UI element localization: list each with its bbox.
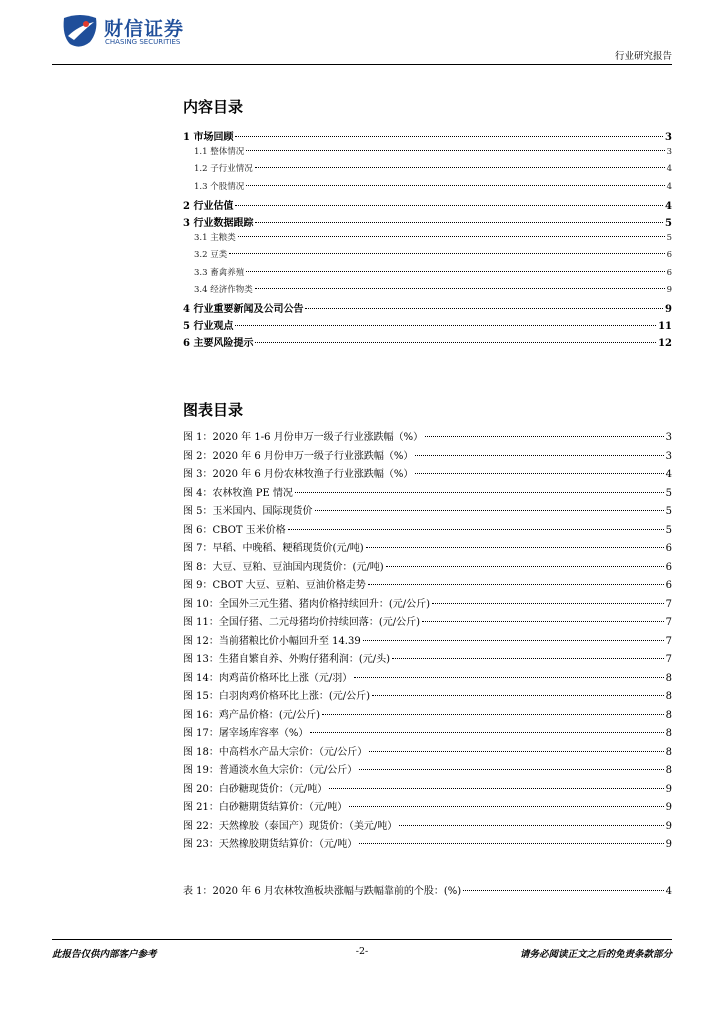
toc-entry-page: 4: [666, 181, 672, 192]
figure-entry[interactable]: [183, 502, 672, 521]
dot-leader: [366, 547, 664, 548]
dot-leader: [255, 288, 665, 289]
figure-entry[interactable]: [183, 521, 672, 540]
footer-divider: [52, 939, 672, 940]
dot-leader: [354, 677, 663, 678]
dot-leader: [399, 825, 663, 826]
figure-entry-text: 图 2：2020 年 6 月份申万一级子行业涨跌幅（%）: [183, 450, 414, 462]
dot-leader: [415, 473, 663, 474]
figure-entry-text: 图 15：白羽肉鸡价格环比上涨：(元/公斤): [183, 691, 371, 702]
figure-entry-page: 8: [665, 709, 672, 721]
figure-entry-text: 图 12：当前猪粮比价小幅回升至 14.39: [183, 635, 361, 647]
figure-entry-text: 图 18：中高档水产品大宗价：（元/公斤）: [183, 746, 368, 758]
figure-entry-text: 图 11：全国仔猪、二元母猪均价持续回落：(元/公斤): [183, 617, 421, 628]
figure-entry-page: 4: [665, 469, 672, 480]
toc-entry-page: 3: [665, 132, 672, 143]
document-type: 行业研究报告: [614, 51, 672, 62]
table-entry[interactable]: [183, 882, 672, 900]
toc-entry-text: 6 主要风险提示: [183, 338, 254, 350]
dot-leader: [288, 529, 664, 530]
figure-entry[interactable]: [183, 613, 672, 632]
figure-entry[interactable]: [183, 687, 672, 706]
figure-entry-page: 3: [665, 450, 672, 462]
figure-entry-page: 7: [665, 635, 672, 647]
figure-list: [183, 428, 672, 854]
dot-leader: [415, 455, 663, 456]
figure-entry-text: 图 14：肉鸡苗价格环比上涨（元/羽）: [183, 672, 353, 684]
toc-entry-page: 9: [666, 284, 672, 295]
figure-entry-page: 6: [665, 580, 672, 591]
toc-entry-text: 1.2 子行业情况: [194, 164, 253, 175]
figure-entry-page: 7: [665, 654, 672, 665]
logo-emblem-icon: [60, 12, 100, 50]
dot-leader: [372, 695, 664, 696]
dot-leader: [363, 640, 664, 641]
table-list: [183, 882, 672, 900]
figure-entry-text: 图 22：天然橡胶（泰国产）现货价：（美元/吨）: [183, 820, 398, 832]
header-divider: [52, 64, 672, 65]
dot-leader: [432, 603, 664, 604]
figure-entry-text: 图 5：玉米国内、国际现货价: [183, 506, 313, 517]
figure-entry-page: 7: [665, 617, 672, 628]
table-of-contents: [183, 128, 672, 351]
figure-entry-text: 图 8：大豆、豆粕、豆油国内现货价：(元/吨): [183, 561, 384, 573]
dot-leader: [255, 342, 656, 343]
dot-leader: [310, 732, 663, 733]
toc-entry[interactable]: [183, 334, 672, 351]
footer-disclaimer-right: 请务必阅读正文之后的免责条款部分: [519, 949, 672, 960]
figure-entry[interactable]: [183, 743, 672, 762]
toc-entry-text: 3.2 豆类: [194, 250, 228, 261]
toc-entry[interactable]: [183, 266, 672, 283]
toc-entry[interactable]: [183, 162, 672, 179]
figure-entry[interactable]: [183, 465, 672, 484]
toc-entry-text: 1.3 个股情况: [194, 181, 245, 192]
toc-entry[interactable]: [183, 300, 672, 317]
dot-leader: [422, 621, 664, 622]
figure-entry-page: 5: [665, 487, 672, 499]
dot-leader: [368, 584, 664, 585]
toc-entry-page: 5: [666, 233, 672, 244]
toc-entry-page: 9: [665, 303, 672, 315]
toc-title: 内容目录: [183, 98, 244, 116]
figure-entry[interactable]: [183, 632, 672, 651]
figure-entry-text: 图 17：屠宰场库容率（%）: [183, 728, 309, 739]
logo-english-name: CHASING SECURITIES: [105, 38, 181, 46]
figure-entry-page: 7: [665, 598, 672, 610]
toc-entry[interactable]: [183, 248, 672, 265]
toc-entry-page: 5: [665, 217, 672, 229]
figure-entry-page: 8: [665, 746, 672, 758]
figure-entry-page: 9: [665, 820, 672, 832]
toc-entry[interactable]: [183, 231, 672, 248]
figure-entry-page: 6: [665, 543, 672, 554]
dot-leader: [386, 566, 664, 567]
page-number: -2-: [355, 946, 369, 957]
figure-entry[interactable]: [183, 595, 672, 614]
figure-entry-page: 8: [665, 672, 672, 684]
figure-entry-page: 9: [665, 783, 672, 795]
toc-entry[interactable]: [183, 145, 672, 162]
figure-entry-page: 8: [665, 765, 672, 776]
toc-entry[interactable]: [183, 317, 672, 334]
dot-leader: [246, 185, 664, 186]
figure-entry[interactable]: [183, 650, 672, 669]
figure-entry-page: 9: [665, 802, 672, 813]
toc-entry-text: 3.3 畜禽养殖: [194, 267, 245, 278]
figure-entry-text: 图 21：白砂糖期货结算价：（元/吨）: [183, 802, 348, 813]
toc-entry[interactable]: [183, 180, 672, 197]
dot-leader: [359, 843, 663, 844]
toc-entry-text: 5 行业观点: [183, 321, 234, 333]
figure-entry[interactable]: [183, 669, 672, 688]
figure-entry[interactable]: [183, 835, 672, 854]
figure-entry-page: 5: [665, 506, 672, 517]
figure-entry-text: 图 4：农林牧渔 PE 情况: [183, 487, 293, 499]
figure-entry-page: 9: [665, 839, 672, 850]
toc-entry-text: 4 行业重要新闻及公司公告: [183, 303, 304, 315]
figure-entry[interactable]: [183, 780, 672, 799]
figure-entry-page: 8: [665, 728, 672, 739]
dot-leader: [246, 271, 664, 272]
toc-entry-page: 4: [665, 200, 672, 212]
dot-leader: [369, 751, 663, 752]
table-entry-page: 4: [665, 886, 672, 897]
figure-entry-page: 3: [665, 432, 672, 443]
figure-entry-text: 图 9：CBOT 大豆、豆粕、豆油价格走势: [183, 580, 366, 591]
figure-entry[interactable]: [183, 761, 672, 780]
dot-leader: [315, 510, 664, 511]
figure-entry-text: 图 19：普通淡水鱼大宗价：（元/公斤）: [183, 765, 358, 776]
toc-entry[interactable]: [183, 283, 672, 300]
figure-entry[interactable]: [183, 706, 672, 725]
toc-entry-text: 3.4 经济作物类: [194, 284, 253, 295]
figures-title: 图表目录: [183, 401, 244, 419]
dot-leader: [238, 236, 665, 237]
dot-leader: [359, 769, 663, 770]
figure-entry-page: 5: [665, 524, 672, 536]
dot-leader: [392, 658, 664, 659]
toc-entry-page: 3: [666, 147, 672, 158]
figure-entry[interactable]: [183, 484, 672, 503]
dot-leader: [235, 205, 663, 206]
table-entry-text: 表 1：2020 年 6 月农林牧渔板块涨幅与跌幅靠前的个股：(%): [183, 886, 462, 897]
figure-entry-text: 图 20：白砂糖现货价：（元/吨）: [183, 783, 328, 795]
figure-entry-text: 图 3：2020 年 6 月份农林牧渔子行业涨跌幅（%）: [183, 469, 414, 480]
toc-entry-text: 3.1 主粮类: [194, 233, 236, 244]
dot-leader: [235, 325, 656, 326]
dot-leader: [295, 492, 664, 493]
dot-leader: [229, 253, 664, 254]
figure-entry[interactable]: [183, 447, 672, 466]
figure-entry[interactable]: [183, 798, 672, 817]
figure-entry[interactable]: [183, 428, 672, 447]
toc-entry-page: 12: [658, 338, 672, 350]
toc-entry-page: 6: [666, 267, 672, 278]
dot-leader: [322, 714, 664, 715]
figure-entry[interactable]: [183, 817, 672, 836]
logo-chinese-name: 财信证券: [104, 18, 185, 40]
toc-entry-text: 2 行业估值: [183, 200, 234, 212]
dot-leader: [463, 890, 663, 891]
dot-leader: [246, 150, 664, 151]
figure-entry-text: 图 6：CBOT 玉米价格: [183, 524, 286, 536]
toc-entry-text: 1 市场回顾: [183, 132, 234, 143]
figure-entry-text: 图 23：天然橡胶期货结算价：（元/吨）: [183, 839, 358, 850]
dot-leader: [425, 436, 663, 437]
figure-entry-text: 图 1：2020 年 1-6 月份申万一级子行业涨跌幅（%）: [183, 432, 424, 443]
dot-leader: [305, 308, 663, 309]
figure-entry[interactable]: [183, 558, 672, 577]
toc-entry[interactable]: [183, 128, 672, 145]
footer-disclaimer-left: 此报告仅供内部客户参考: [52, 949, 157, 960]
dot-leader: [329, 788, 663, 789]
figure-entry-text: 图 10：全国外三元生猪、猪肉价格持续回升：(元/公斤): [183, 598, 431, 610]
toc-entry-page: 4: [666, 164, 672, 175]
figure-entry-page: 6: [665, 561, 672, 573]
toc-entry-text: 1.1 整体情况: [194, 147, 245, 158]
figure-entry[interactable]: [183, 576, 672, 595]
toc-entry-page: 11: [658, 321, 672, 333]
toc-entry[interactable]: [183, 197, 672, 214]
figure-entry-text: 图 13：生猪自繁自养、外购仔猪利润：(元/头): [183, 654, 391, 665]
toc-entry[interactable]: [183, 214, 672, 231]
figure-entry[interactable]: [183, 724, 672, 743]
figure-entry-page: 8: [665, 691, 672, 702]
figure-entry[interactable]: [183, 539, 672, 558]
company-logo: [60, 12, 200, 52]
dot-leader: [349, 806, 663, 807]
toc-entry-page: 6: [666, 250, 672, 261]
figure-entry-text: 图 16：鸡产品价格：(元/公斤): [183, 709, 321, 721]
figure-entry-text: 图 7：早稻、中晚稻、粳稻现货价(元/吨): [183, 543, 364, 554]
toc-entry-text: 3 行业数据跟踪: [183, 217, 254, 229]
dot-leader: [235, 136, 663, 137]
dot-leader: [255, 222, 663, 223]
dot-leader: [255, 167, 665, 168]
